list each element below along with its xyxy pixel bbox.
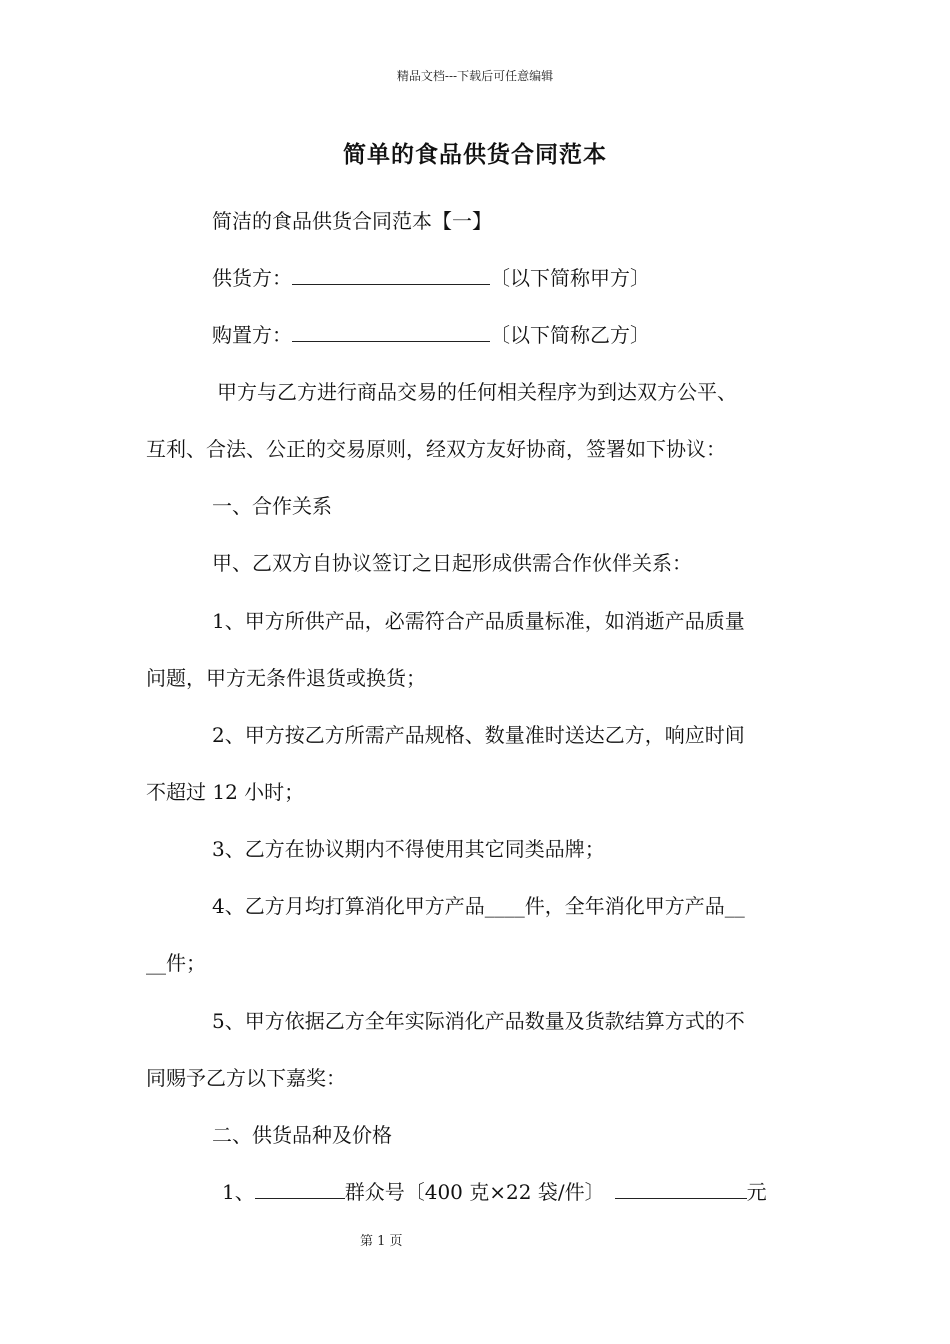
section-1-heading: 一、合作关系: [212, 494, 332, 518]
section-1-item-2-line-2: 不超过 12 小时；: [146, 780, 305, 804]
section-1-intro: 甲、乙双方自协议签订之日起形成供需合作伙伴关系：: [212, 551, 692, 575]
section-1-item-4-line-1: 4、乙方月均打算消化甲方产品____件，全年消化甲方产品__: [212, 894, 745, 918]
page-header: 精品文档---下载后可任意编辑: [396, 69, 554, 83]
buyer-note: 〔以下简称乙方〕: [490, 323, 650, 347]
section-1-item-2-line-1: 2、甲方按乙方所需产品规格、数量准时送达乙方，响应时间: [212, 723, 745, 747]
section-1-item-1-line-2: 问题，甲方无条件退货或换货；: [146, 666, 426, 690]
section-1-item-5-line-1: 5、甲方依据乙方全年实际消化产品数量及货款结算方式的不: [212, 1009, 745, 1033]
supplier-label: 供货方：: [212, 266, 292, 290]
intro-paragraph-line-2: 互利、合法、公正的交易原则，经双方友好协商，签署如下协议：: [146, 437, 726, 461]
subtitle: 简洁的食品供货合同范本【一】: [212, 209, 492, 233]
document-title: 简单的食品供货合同范本: [343, 141, 607, 168]
section-1-item-5-line-2: 同赐予乙方以下嘉奖：: [146, 1066, 346, 1090]
section-2-item-1-name: 群众号〔400 克×22 袋/件〕: [344, 1180, 605, 1204]
supplier-line: [0, 264, 950, 292]
section-1-item-3: 3、乙方在协议期内不得使用其它同类品牌；: [212, 837, 605, 861]
supplier-blank[interactable]: [292, 266, 490, 285]
intro-paragraph-line-1: 甲方与乙方进行商品交易的任何相关程序为到达双方公平、: [217, 380, 737, 404]
section-2-item-1-number: 1、: [222, 1180, 255, 1204]
page-footer: 第 1 页: [360, 1234, 403, 1249]
section-1-item-1-line-1: 1、甲方所供产品，必需符合产品质量标准，如消逝产品质量: [212, 609, 745, 633]
section-2-item-1-unit: 元: [746, 1180, 767, 1204]
section-2-item-1-blank-quantity[interactable]: [255, 1180, 345, 1199]
section-2-item-1-blank-price[interactable]: [615, 1180, 747, 1199]
buyer-label: 购置方：: [212, 323, 292, 347]
section-2-item-1: [0, 1178, 950, 1206]
supplier-note: 〔以下简称甲方〕: [490, 266, 650, 290]
buyer-line: [0, 321, 950, 349]
buyer-blank[interactable]: [292, 323, 490, 342]
section-1-item-4-line-2: __件；: [146, 951, 206, 975]
section-2-heading: 二、供货品种及价格: [212, 1123, 392, 1147]
